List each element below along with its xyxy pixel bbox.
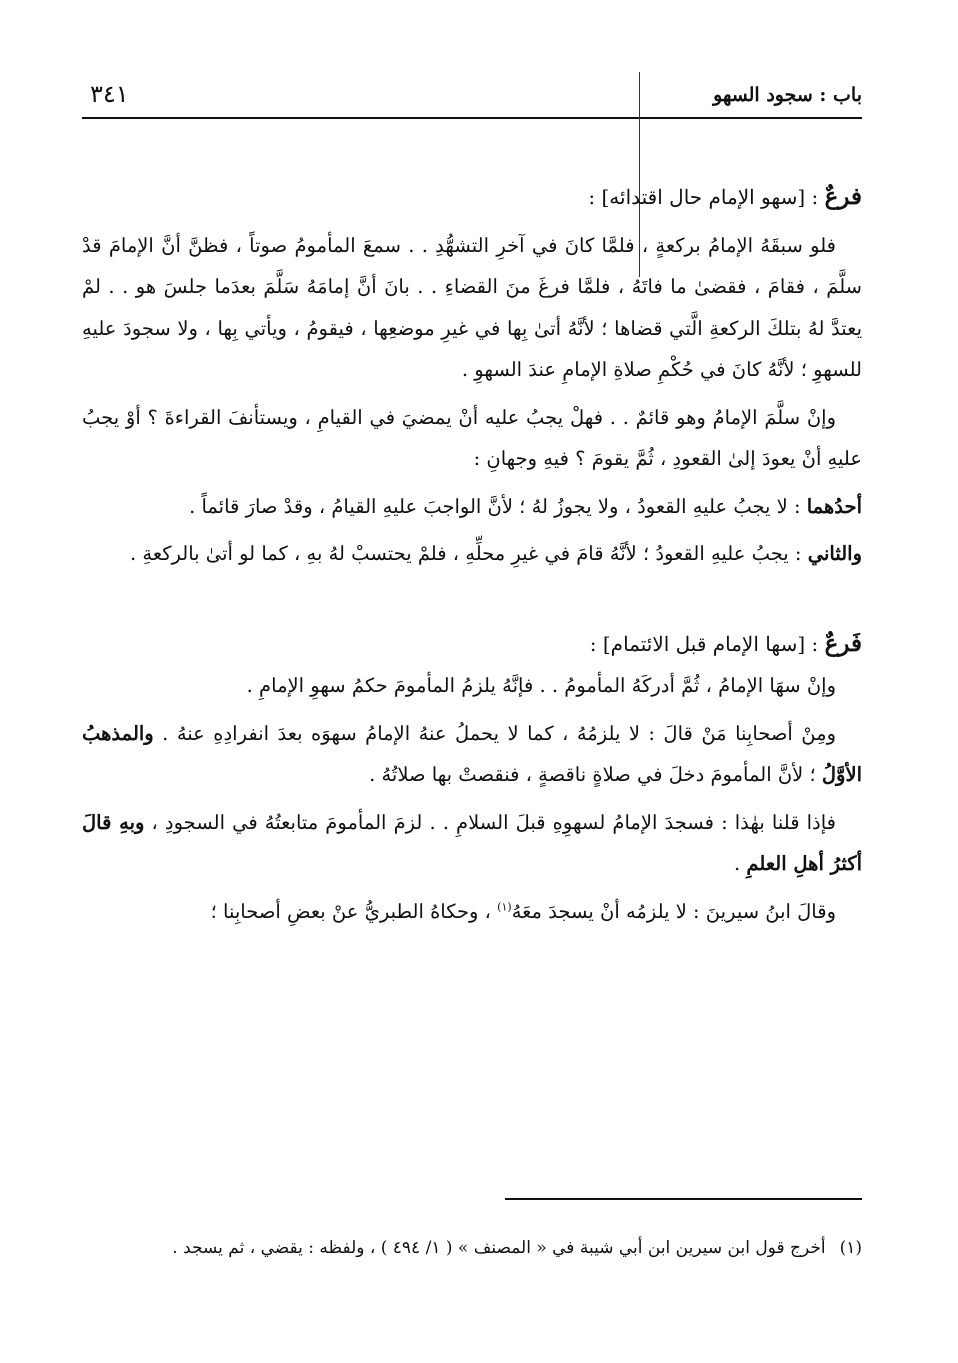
- paragraph-text: فإذا قلنا بهٰذا : فسجدَ الإمامُ لسهوِهِ قبلَ السلامِ . . لزمَ المأمومَ متابعتُهُ في السجودِ ،: [144, 810, 836, 834]
- paragraph-text: : يجبُ عليهِ القعودُ ؛ لأنَّهُ قامَ في غيرِ محلِّهِ ، فلمْ يحتسبْ لهُ بهِ ، كما لو أتىٰ بالركعةِ .: [130, 542, 808, 565]
- paragraph: فلو سبقَهُ الإمامُ بركعةٍ ، فلمَّا كانَ في آخرِ التشهُّدِ . . سمعَ المأمومُ صوتاً ، فظنَّ أنَّ الإمامَ قدْ سلَّمَ ، فقامَ ، فقضىٰ ما فاتَهُ ، فلمَّا فرغَ منَ القضاءِ . . بانَ أنَّ إمامَهُ سَلَّمَ بعدَما جلسَ هو . . لمْ يعتدَّ لهُ بتلكَ الركعةِ الَّتي قضاها ؛ لأنَّهُ أتىٰ بِها في غيرِ موضعِها ، فيقومُ ، ويأتي بِها ، ولا سجودَ عليهِ للسهوِ ؛ لأنَّهُ كانَ في حُكْمِ صلاةِ الإمامِ عندَ السهوِ .: [82, 233, 862, 381]
- section-title: : [سها الإمام قبل الائتمام] :: [589, 631, 825, 656]
- footnote-number: (١): [839, 1238, 862, 1258]
- paragraph-text: : لا يجبُ عليهِ القعودُ ، ولا يجوزُ لهُ ؛ لأنَّ الواجبَ عليهِ القيامُ ، وقدْ صارَ قائماً .: [189, 494, 807, 518]
- header-divider: [82, 117, 862, 119]
- paragraph: وإنْ سلَّمَ الإمامُ وهو قائمٌ . . فهلْ يجبُ عليه أنْ يمضيَ في القيامِ ، ويستأنفَ القراءةَ ؟ أوْ يجبُ عليهِ أنْ يعودَ إلىٰ القعودِ ، ثُمَّ يقومَ ؟ فيهِ وجهانِ :: [82, 405, 862, 470]
- labeled-paragraph: [82, 486, 862, 528]
- section-heading-2: [82, 623, 862, 666]
- page-number: ٣٤١: [90, 80, 129, 108]
- paragraph-text: .: [734, 852, 747, 875]
- paragraph-text: ومِنْ أصحابِنا مَنْ قالَ : لا يلزمُهُ ، كما لا يحملُ عنهُ الإمامُ سهوَه بعدَ انفرادِهِ عنهُ .: [153, 721, 836, 745]
- running-header: [82, 80, 862, 112]
- paragraph: [82, 713, 862, 796]
- labeled-paragraph: [82, 533, 862, 575]
- section-label: فرعٌ: [824, 183, 862, 210]
- paragraph-text: وقالَ ابنُ سيرينَ : لا يلزمُه أنْ يسجدَ معَهُ: [511, 899, 836, 923]
- main-text: [82, 176, 862, 932]
- footnote: [82, 1232, 862, 1264]
- paragraph-label: والثاني: [807, 542, 862, 565]
- paragraph-label: أحدُهما: [806, 494, 862, 518]
- footnote-text: أخرج قول ابن سيرين ابن أبي شيبة في « المصنف » ( ١/ ٤٩٤ ) ، ولفظه : يقضي ، ثم يسجد .: [172, 1238, 826, 1258]
- chapter-title: باب : سجود السهو: [713, 84, 862, 106]
- emphasis-text: وبهِ قالَ أكثرُ أهلِ العلمِ: [82, 810, 862, 875]
- section-heading-1: [82, 176, 862, 219]
- footnote-divider: [505, 1198, 862, 1200]
- paragraph: وإنْ سهَا الإمامُ ، ثُمَّ أدركَهُ المأمومُ . . فإنَّهُ يلزمُ المأمومَ حكمُ سهوِ الإمامِ .: [246, 674, 836, 697]
- paragraph: [82, 802, 862, 885]
- paragraph: [82, 891, 862, 933]
- section-title: : [سهو الإمام حال اقتدائه] :: [588, 185, 825, 209]
- paragraph-text: ، وحكاهُ الطبريُّ عنْ بعضِ أصحابِنا ؛: [210, 899, 498, 923]
- section-label: فَرعٌ: [824, 629, 862, 657]
- footnote-reference[interactable]: (١): [497, 900, 512, 913]
- emphasis-text: والمذهبُ الأوَّلُ: [82, 721, 862, 786]
- paragraph-text: ؛ لأنَّ المأمومَ دخلَ في صلاةٍ ناقصةٍ ، فنقصتْ بها صلاتُهُ .: [369, 763, 822, 786]
